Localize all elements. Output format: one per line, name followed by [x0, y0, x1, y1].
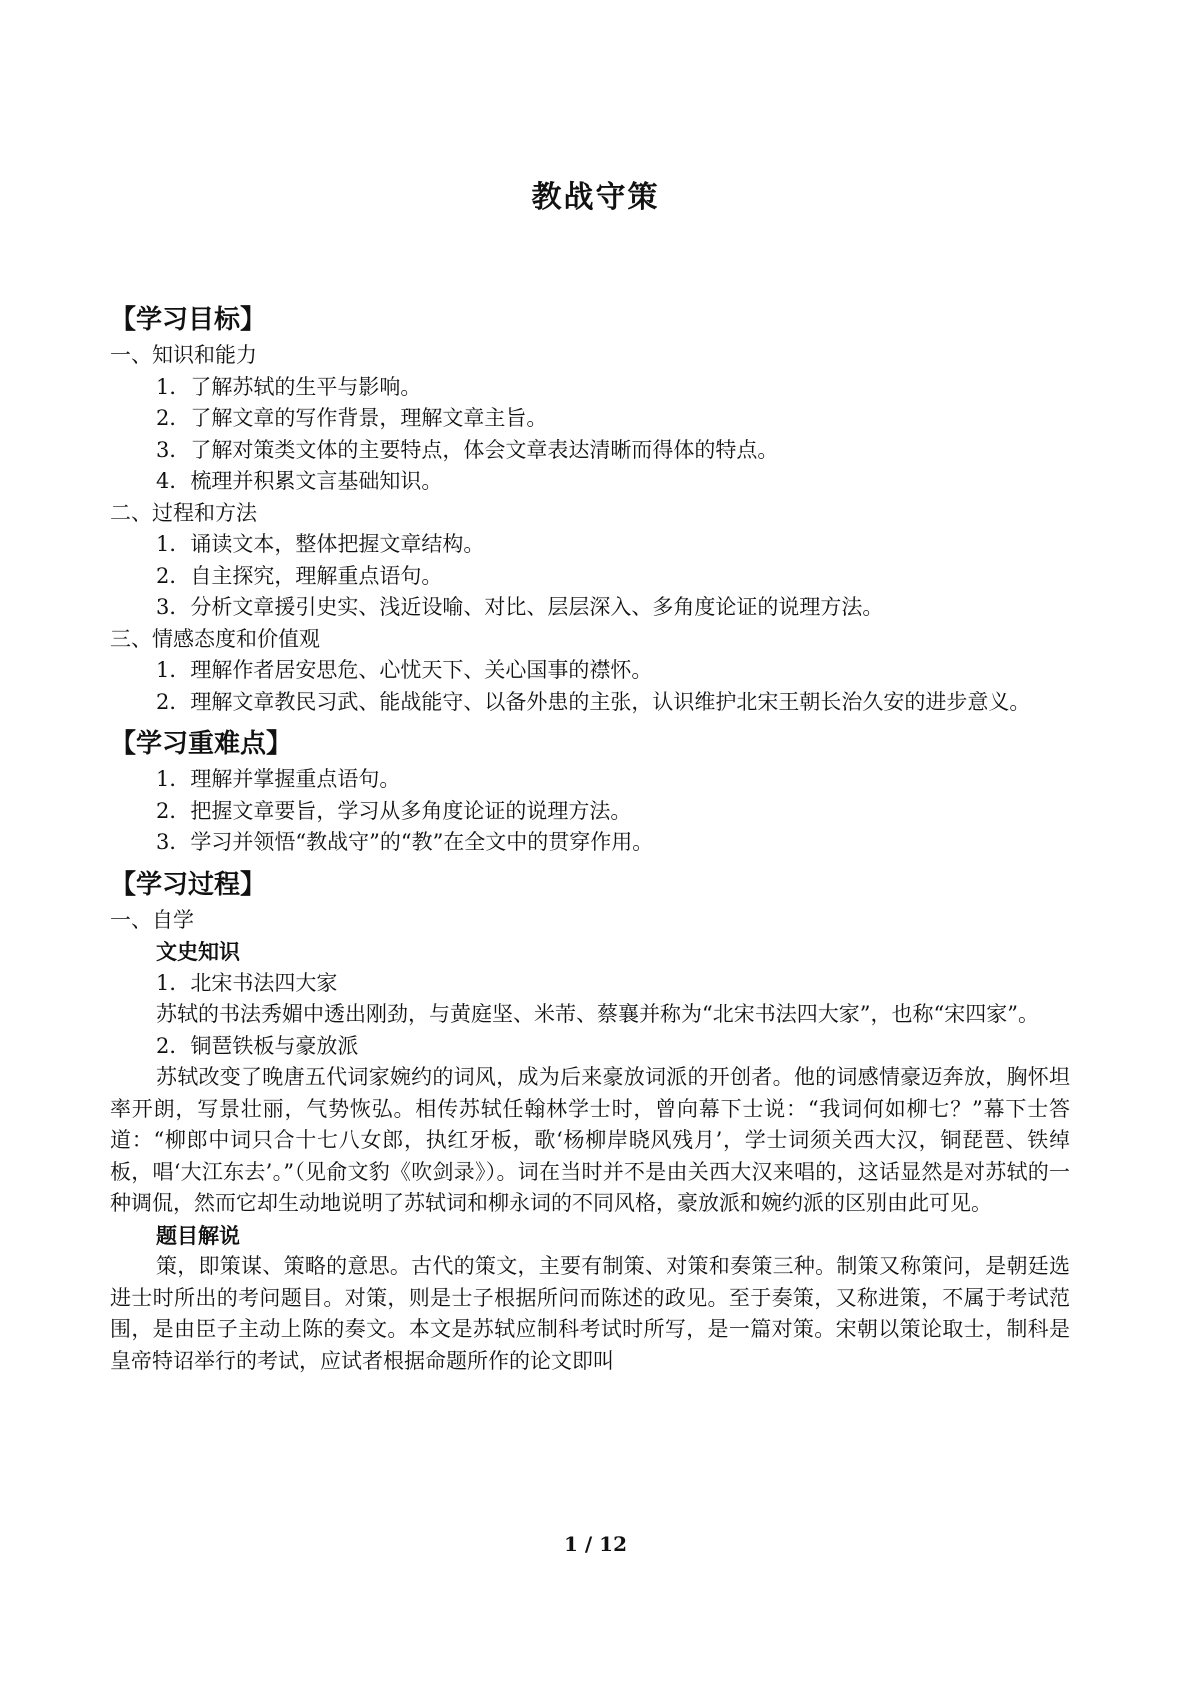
knowledge-text-2: 苏轼改变了晚唐五代词家婉约的词风，成为后来豪放词派的开创者。他的词感情豪迈奔放，胸怀坦率开朗，写景壮丽，气势恢弘。相传苏轼任翰林学士时，曾向幕下士说：“我词何如柳七？”幕下士答道：“柳郎中词只合十七八女郎，执红牙板，歌‘杨柳岸晓风残月’，学士词须关西大汉，铜琵琶、铁绰板，唱‘大江东去’。”（见俞文豹《吹剑录》）。词在当时并不是由关西大汉来唱的，这话显然是对苏轼的一种调侃，然而它却生动地说明了苏轼词和柳永词的不同风格，豪放派和婉约派的区别由此可见。	[110, 1065, 1070, 1215]
list-item: 3．分析文章援引史实、浅近设喻、对比、层层深入、多角度论证的说理方法。	[156, 595, 884, 619]
list-item: 3．了解对策类文体的主要特点，体会文章表达清晰而得体的特点。	[156, 437, 779, 462]
list-item: 2．把握文章要旨，学习从多角度论证的说理方法。	[156, 798, 632, 823]
document-body	[110, 300, 1070, 1377]
list-item: 4．梳理并积累文言基础知识。	[156, 469, 443, 493]
knowledge-title-2: 2．铜琶铁板与豪放派	[156, 1033, 359, 1058]
section-heading-process: 【学习过程】	[110, 869, 267, 900]
section-heading-goals: 【学习目标】	[110, 305, 267, 335]
subheading-history: 文史知识	[156, 939, 240, 964]
list-item: 1．理解并掌握重点语句。	[156, 767, 401, 791]
page-title: 教战守策	[531, 180, 660, 215]
page-number: 1 / 12	[564, 1532, 627, 1556]
goals-part-3: 三、情感态度和价值观	[110, 626, 320, 651]
list-item: 1．理解作者居安思危、心忧天下、关心国事的襟怀。	[156, 658, 653, 682]
list-item: 1．诵读文本，整体把握文章结构。	[156, 532, 485, 556]
knowledge-text-1: 苏轼的书法秀媚中透出刚劲，与黄庭坚、米芾、蔡襄并称为“北宋书法四大家”，也称“宋四家”。	[156, 1002, 1039, 1026]
goals-part-2: 二、过程和方法	[110, 500, 257, 525]
list-item: 2．了解文章的写作背景，理解文章主旨。	[156, 406, 548, 430]
list-item: 2．理解文章教民习武、能战能守、以备外患的主张，认识维护北宋王朝长治久安的进步意义。	[156, 689, 1031, 714]
list-item: 2．自主探究，理解重点语句。	[156, 563, 443, 588]
section-heading-difficulties: 【学习重难点】	[110, 729, 293, 759]
title-explain-text: 策，即策谋、策略的意思。古代的策文，主要有制策、对策和奏策三种。制策又称策问，是朝廷选进士时所出的考问题目。对策，则是士子根据所问而陈述的政见。至于奏策，又称进策，不属于考试范围，是由臣子主动上陈的奏文。本文是苏轼应制科考试时所写，是一篇对策。宋朝以策论取士，制科是皇帝特诏举行的考试，应试者根据命题所作的论文即叫	[110, 1254, 1070, 1373]
goals-part-1: 一、知识和能力	[110, 343, 257, 367]
subheading-title-explain: 题目解说	[156, 1222, 240, 1248]
list-item: 3．学习并领悟“教战守”的“教”在全文中的贯穿作用。	[156, 830, 654, 854]
process-part-1: 一、自学	[110, 907, 194, 932]
knowledge-title-1: 1．北宋书法四大家	[156, 970, 338, 995]
list-item: 1．了解苏轼的生平与影响。	[156, 374, 422, 399]
